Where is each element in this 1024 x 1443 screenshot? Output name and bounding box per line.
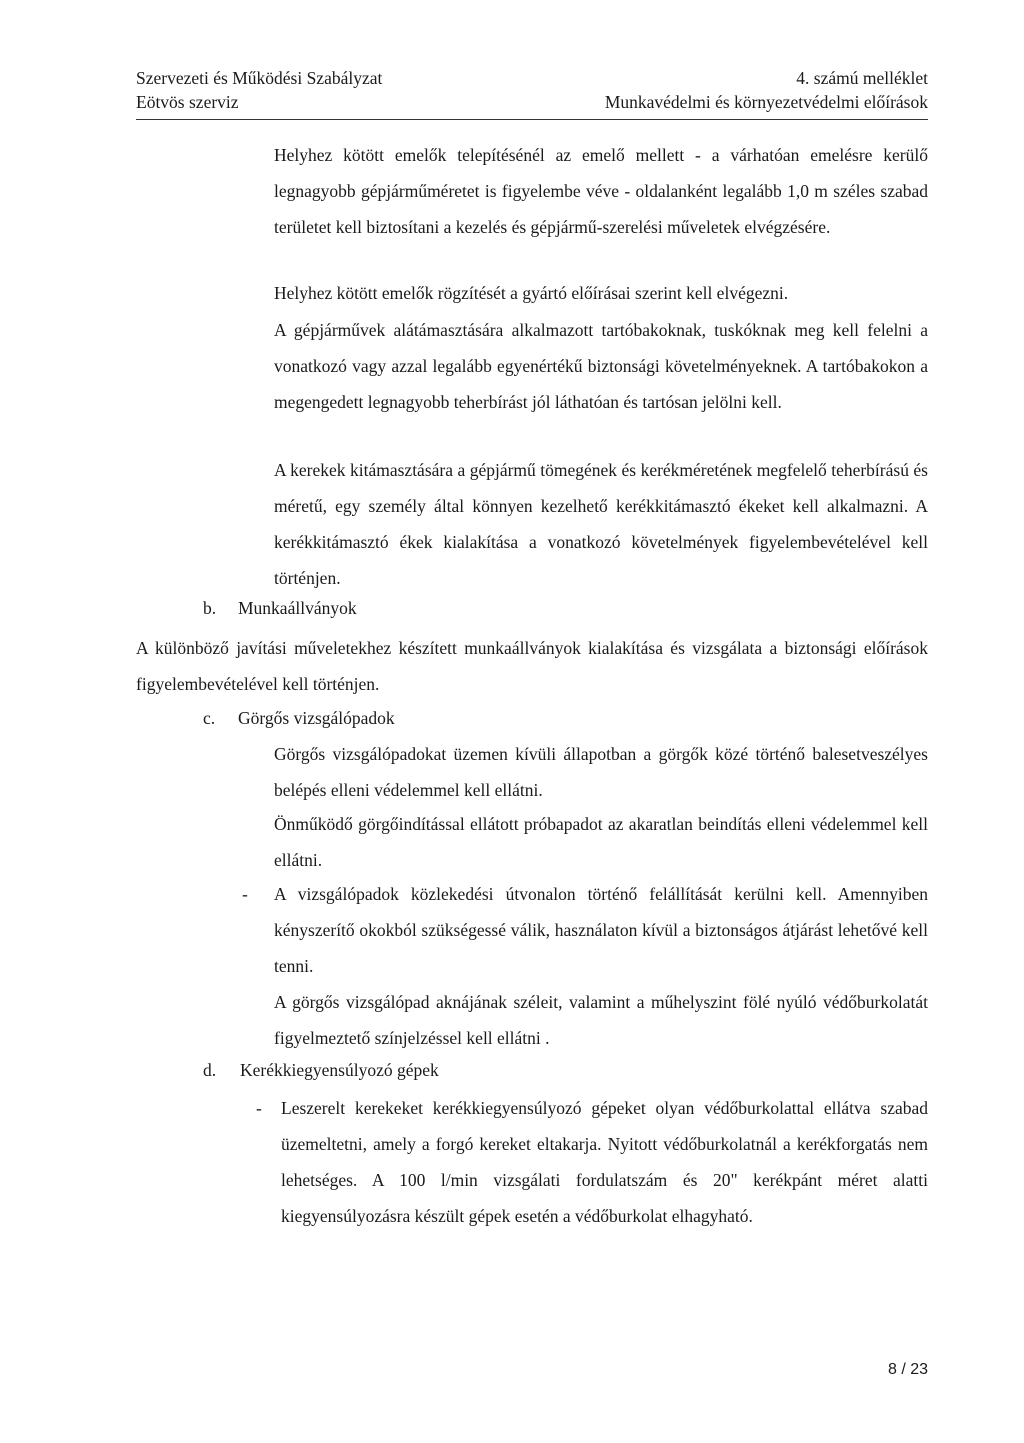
- annex-title: Munkavédelmi és környezetvédelmi előírások: [604, 92, 928, 112]
- paragraph-lift-fixing: Helyhez kötött emelők rögzítését a gyártó előírásai szerint kell elvégezni.: [274, 283, 789, 303]
- paragraph-wheel-chocks: A kerekek kitámasztására a gépjármű tömegének és kerékméretének megfelelő teherbírású és méretű, egy személy által könnyen kezelhető kerékkitámasztó ékeket kell alkalmazni. A kerékkitámasztó ékek kialakítása a vonatkozó követelmények figyelembevételével kell történjen.: [274, 460, 928, 588]
- paragraph-wheel-balancers: Leszerelt kerekeket kerékkiegyensúlyozó gépeket olyan védőburkolattal ellátva szabad üzemeltetni, amely a forgó kereket eltakarja. Nyitott védőburkolatnál a kerékforgatás nem lehetséges. A 100 l/min vizsgálati fordulatszám és 20" kerékpánt méret alatti kiegyensúlyozásra készült gépek esetén a védőburkolat elhagyható.: [281, 1098, 928, 1226]
- paragraph-automatic-roller-start: Önműködő görgőindítással ellátott próbapadot az akaratlan beindítás elleni védelemmel kell ellátni.: [274, 814, 928, 870]
- paragraph-traffic-route: A vizsgálópadok közlekedési útvonalon történő felállítását kerülni kell. Amennyiben kényszerítő okokból szükségessé válik, használaton kívül a biztonságos átjárást lehetővé kell tenni.: [274, 884, 928, 976]
- dash-bullet: -: [242, 884, 248, 904]
- paragraph-support-stands: A gépjárművek alátámasztására alkalmazott tartóbakoknak, tuskóknak meg kell felelni a vonatkozó vagy azzal legalább egyenértékű biztonsági követelményeknek. A tartóbakokon a megengedett legnagyobb teherbírást jól láthatóan és tartósan jelölni kell.: [274, 320, 928, 412]
- annex-number: 4. számú melléklet: [796, 68, 928, 88]
- section-c-heading: Görgős vizsgálópadok: [238, 708, 395, 728]
- document-title: Szervezeti és Működési Szabályzat: [136, 68, 383, 88]
- organization-name: Eötvös szerviz: [136, 92, 239, 112]
- paragraph-work-platforms: A különböző javítási műveletekhez készített munkaállványok kialakítása és vizsgálata a biztonsági előírások figyelembevételével kell történjen.: [136, 638, 928, 694]
- section-b-heading: Munkaállványok: [238, 598, 357, 618]
- section-d-marker: d.: [203, 1060, 217, 1080]
- paragraph-lift-installation: Helyhez kötött emelők telepítésénél az emelő mellett - a várhatóan emelésre kerülő legnagyobb gépjárműméretet is figyelembe véve - oldalanként legalább 1,0 m széles szabad területet kell biztosítani a kezelés és gépjármű-szerelési műveletek elvégzésére.: [274, 145, 928, 237]
- page-number: 8 / 23: [887, 1361, 928, 1378]
- dash-bullet: -: [256, 1098, 262, 1118]
- section-b-marker: b.: [203, 598, 217, 618]
- paragraph-pit-edges: A görgős vizsgálópad aknájának széleit, valamint a műhelyszint fölé nyúló védőburkolatát figyelmeztető színjelzéssel kell ellátni .: [274, 992, 928, 1048]
- paragraph-roller-test-benches: Görgős vizsgálópadokat üzemen kívüli állapotban a görgők közé történő balesetveszélyes belépés elleni védelemmel kell ellátni.: [274, 744, 928, 800]
- page-header: [136, 66, 928, 114]
- section-d-heading: Kerékkiegyensúlyozó gépek: [240, 1060, 439, 1080]
- section-c-marker: c.: [203, 708, 216, 728]
- header-divider: [136, 119, 928, 120]
